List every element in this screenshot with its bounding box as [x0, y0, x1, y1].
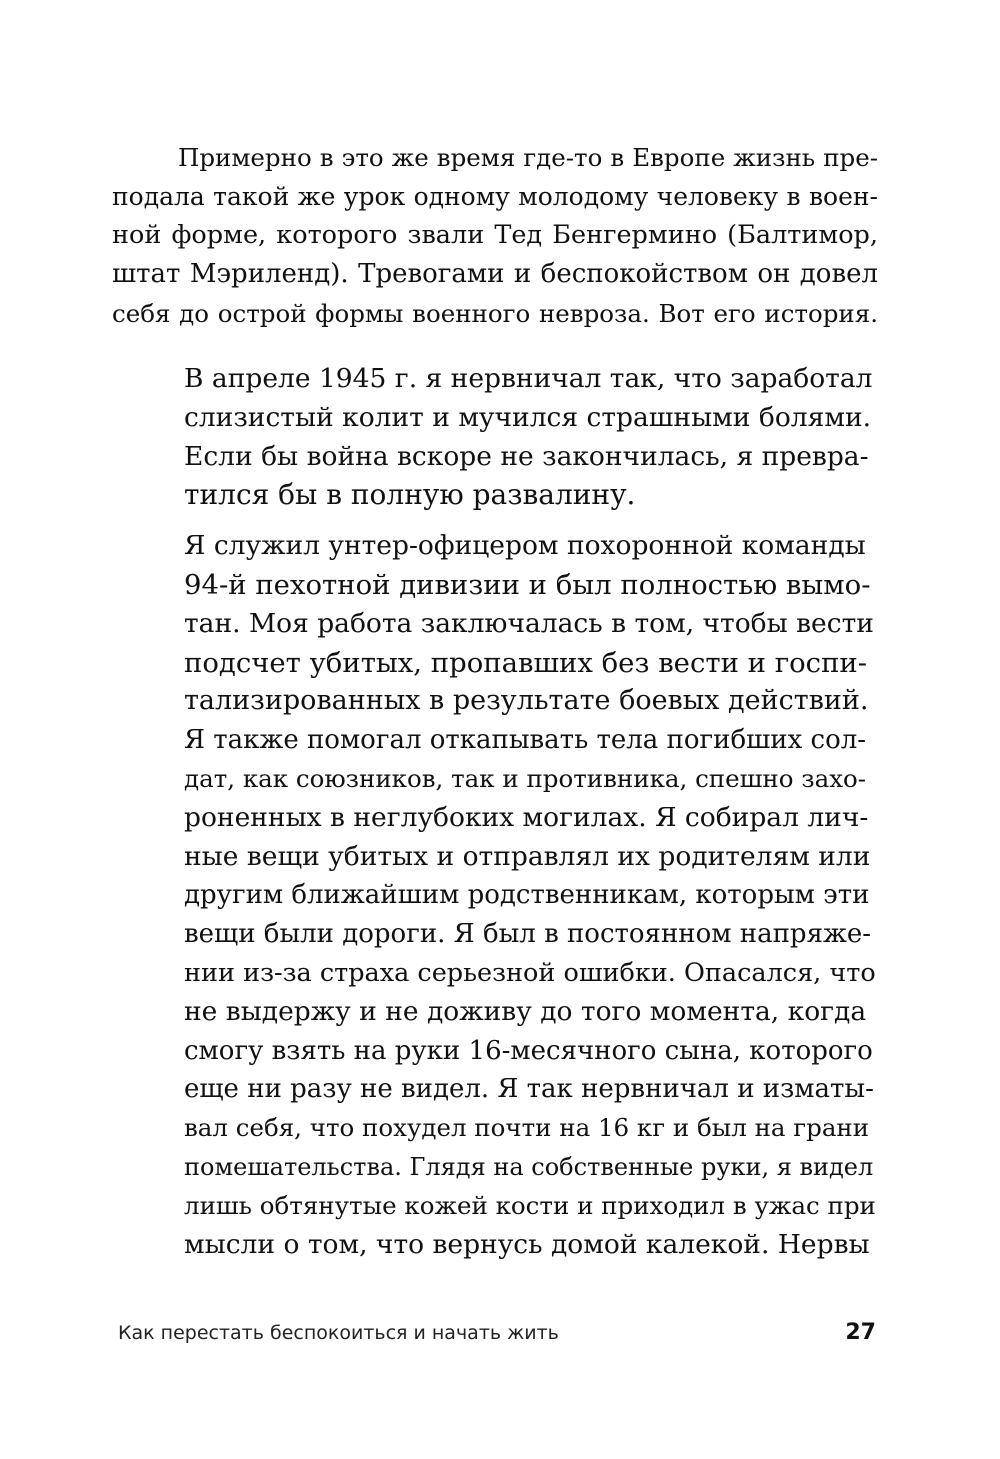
text-line: себя до острой формы военного невроза. Вот его история.	[112, 299, 878, 328]
text-line: другим ближайшим родственникам, которым эти	[184, 880, 870, 911]
text-line: помешательства. Глядя на собственные руки, я видел	[184, 1152, 874, 1181]
text-line: нии из-за страха серьезной ошибки. Опасался, что	[184, 957, 876, 988]
intro-paragraph	[112, 138, 878, 333]
running-title: Как перестать беспокоиться и начать жить	[118, 1322, 559, 1344]
quoted-story	[184, 360, 878, 1264]
page-footer	[118, 1316, 876, 1356]
text-line: В апреле 1945 г. я нервничал так, что заработал	[184, 363, 873, 394]
text-line: Примерно в это же время где-то в Европе жизнь пре-	[178, 143, 878, 172]
text-line: роненных в неглубоких могилах. Я собирал лич-	[184, 801, 869, 833]
quote-paragraph-1	[184, 360, 878, 515]
text-line: тан. Моя работа заключалась в том, чтобы вести	[184, 607, 874, 639]
text-line: Я также помогал откапывать тела погибших сол-	[184, 725, 867, 756]
text-line: тализированных в результате боевых действий.	[184, 685, 869, 717]
text-line: лишь обтянутые кожей кости и приходил в ужас при	[184, 1190, 876, 1220]
text-line: 94-й пехотной дивизии и был полностью вымо-	[184, 568, 871, 601]
text-line: подсчет убитых, пропавших без вести и госпи-	[184, 646, 868, 679]
text-line: вещи были дороги. Я был в постоянном напряже-	[184, 919, 872, 950]
page-number: 27	[845, 1320, 876, 1345]
text-line: ные вещи убитых и отправлял их родителям или	[184, 840, 871, 872]
text-line: штат Мэриленд). Тревогами и беспокойством он довел	[112, 259, 878, 289]
text-line: подала такой же урок одному молодому человеку в воен-	[112, 182, 878, 211]
text-line: Если бы война вскоре не закончилась, я превра-	[184, 440, 869, 472]
text-line: еще ни разу не видел. Я так нервничал и изматы-	[184, 1074, 874, 1105]
text-line: мысли о том, что вернусь домой калекой. Нервы	[184, 1228, 870, 1260]
text-line: тился бы в полную развалину.	[184, 478, 636, 512]
text-line: смогу взять на руки 16-месячного сына, которого	[184, 1035, 873, 1066]
text-line: Я служил унтер-офицером похоронной команды	[184, 530, 866, 562]
text-line: не выдержу и не доживу до того момента, когда	[184, 995, 867, 1027]
text-line: дат, как союзников, так и противника, спешно захо-	[184, 763, 867, 793]
text-line: ной форме, которого звали Тед Бенгермино (Балтимор,	[112, 220, 878, 250]
text-line: вал себя, что похудел почти на 16 кг и был на грани	[184, 1113, 870, 1143]
quote-paragraph-2	[184, 527, 878, 1264]
paragraph-spacer	[184, 515, 878, 527]
text-line: слизистый колит и мучился страшными болями.	[184, 401, 872, 433]
